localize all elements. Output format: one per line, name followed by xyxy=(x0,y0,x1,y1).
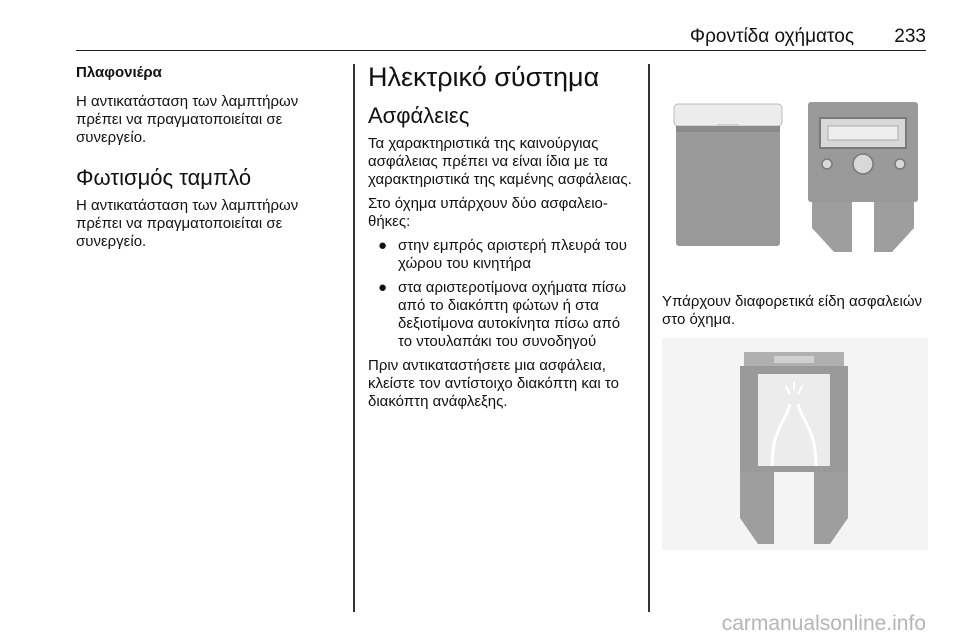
paragraph-fuse-boxes: Στο όχημα υπάρχουν δύο ασφαλειοθήκες: xyxy=(368,195,608,230)
section-text-interior-light: Η αντικατάσταση των λαμπτήρων πρέπει να πραγματοποιείται σε συνεργείο. xyxy=(76,93,299,146)
page-header xyxy=(76,24,926,51)
list-item xyxy=(368,237,638,273)
list-item-text: στην εμπρός αριστερή πλευρά του χώρου του κινητήρα xyxy=(398,237,627,272)
fuse-b-icon xyxy=(808,102,918,252)
watermark: carmanualsonline.info xyxy=(721,612,926,635)
fuse-types-illustration xyxy=(662,68,928,280)
paragraph-fuse-specs: Τα χαρακτηριστικά της καινούργιας ασφάλειας πρέπει να είναι ίδια με τα χαρακτηριστικά της καμένης ασφάλειας. xyxy=(368,135,632,188)
mini-fuse-svg xyxy=(662,338,928,550)
bullet-icon: ● xyxy=(378,237,388,254)
list-item xyxy=(368,279,638,351)
fuse-types-svg xyxy=(662,68,928,280)
list-item-text: στα αριστεροτίμονα οχήματα πίσω από το διακόπτη φώτων ή στα δεξιοτίμονα αυτοκίνητα πίσω από το ντουλαπάκι του συνοδηγού xyxy=(398,279,627,350)
page-number: 233 xyxy=(894,26,926,47)
section-heading-interior-light: Πλαφονιέρα xyxy=(76,64,162,81)
column-middle xyxy=(368,62,638,417)
column-divider-right xyxy=(648,64,650,612)
section-title-fuses: Ασφάλειες xyxy=(368,103,470,128)
chapter-title: Ηλεκτρικό σύστημα xyxy=(368,62,600,92)
header-title: Φροντίδα οχήματος xyxy=(689,26,854,47)
section-heading-dashboard-lighting: Φωτισμός ταμπλό xyxy=(76,165,252,190)
column-divider-left xyxy=(353,64,355,612)
mini-fuse-icon xyxy=(740,352,848,544)
paragraph-before-replace: Πριν αντικαταστήσετε μια ασφάλεια, κλείστε τον αντίστοιχο διακόπτη και το διακόπτη ανάφλεξης. xyxy=(368,357,619,410)
column-left xyxy=(76,62,338,257)
mini-fuse-illustration xyxy=(662,338,928,550)
bullet-icon: ● xyxy=(378,279,388,296)
section-text-dashboard-lighting: Η αντικατάσταση των λαμπτήρων πρέπει να πραγματοποιείται σε συνεργείο. xyxy=(76,197,299,250)
figure-caption: Υπάρχουν διαφορετικά είδη ασφαλειών στο όχημα. xyxy=(662,293,923,328)
fuse-box-locations-list xyxy=(368,237,638,351)
fuse-a-icon xyxy=(674,104,782,246)
